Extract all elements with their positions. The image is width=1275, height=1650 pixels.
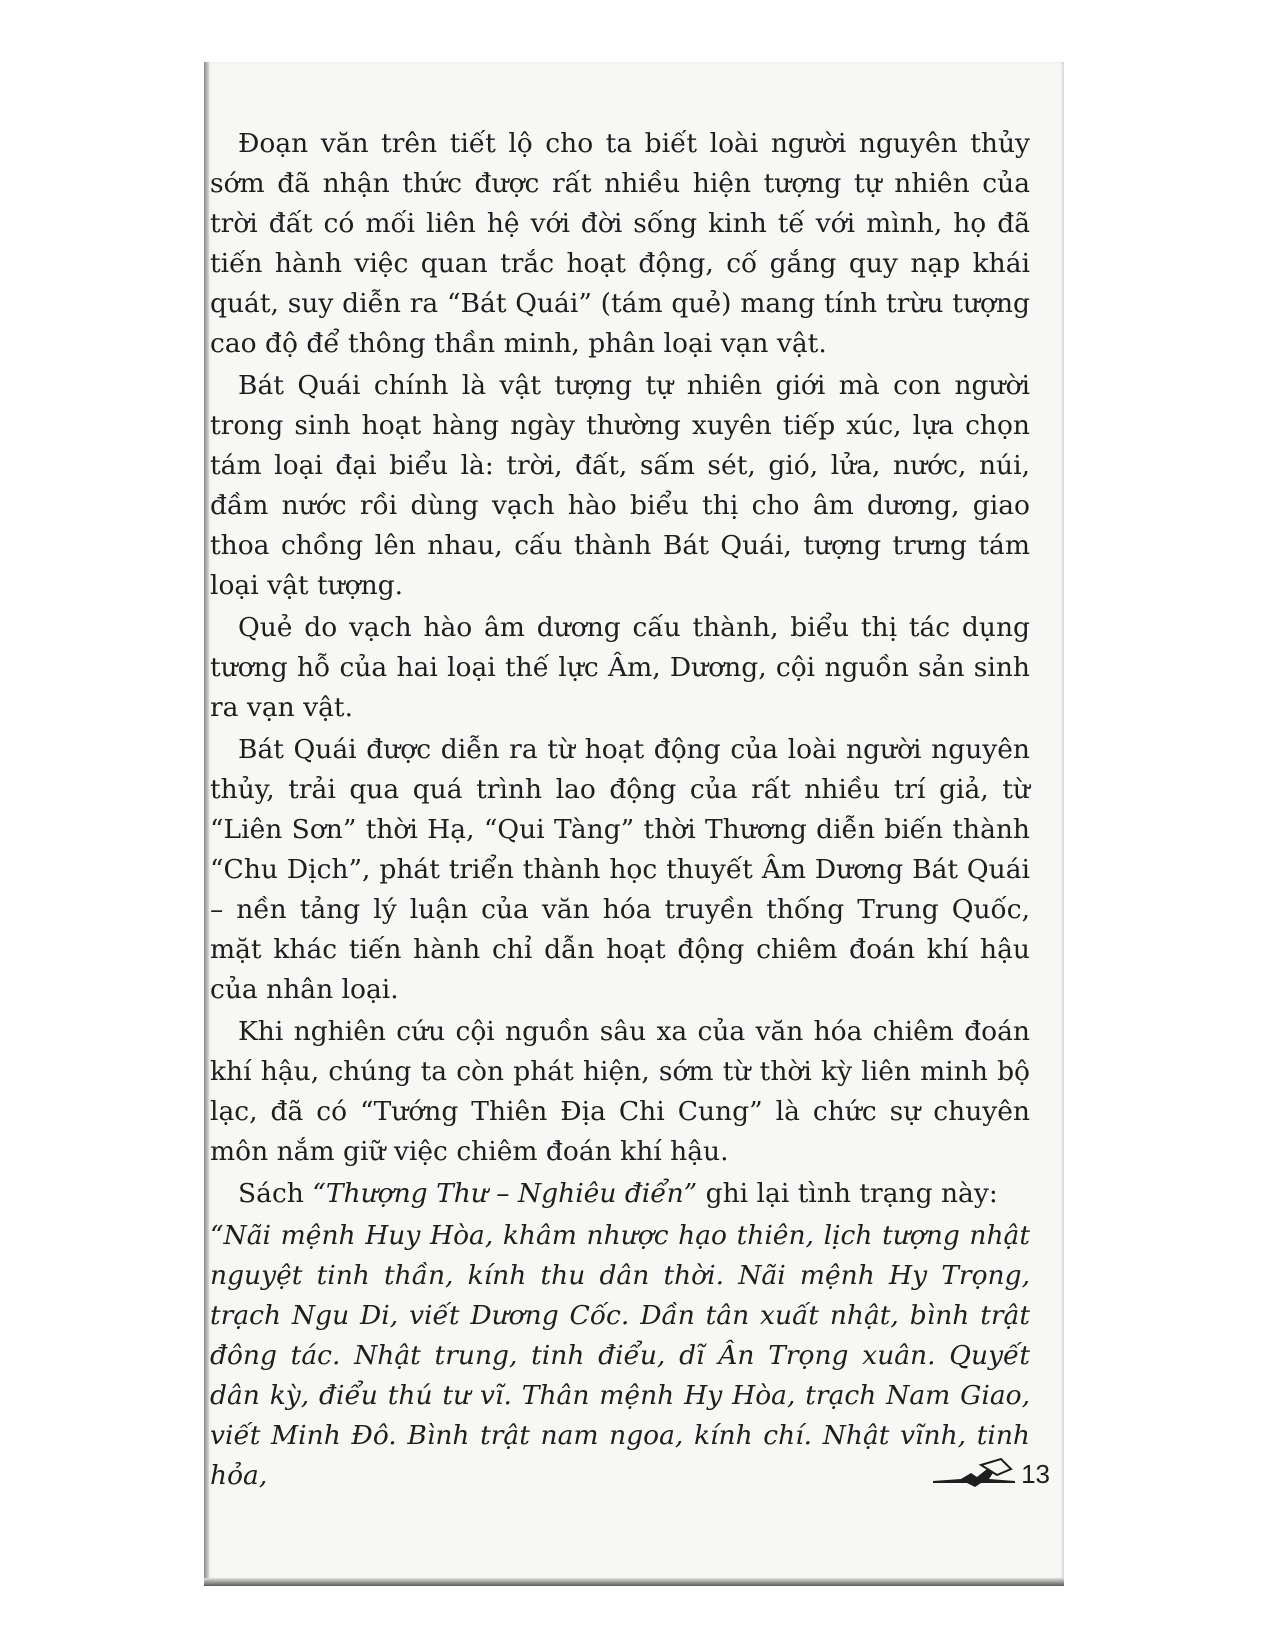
- paragraph-6-prefix: Sách: [238, 1178, 313, 1209]
- bird-ornament-icon: [931, 1455, 1017, 1494]
- paragraph-4: Bát Quái được diễn ra từ hoạt động của loài người nguyên thủy, trải qua quá trình lao động của rất nhiều trí giả, từ “Liên Sơn” thời Hạ, “Qui Tàng” thời Thương diễn biến thành “Chu Dịch”, phát triển thành học thuyết Âm Dương Bát Quái – nền tảng lý luận của văn hóa truyền thống Trung Quốc, mặt khác tiến hành chỉ dẫn hoạt động chiêm đoán khí hậu của nhân loại.: [210, 734, 1030, 1005]
- paragraph-3: Quẻ do vạch hào âm dương cấu thành, biểu thị tác dụng tương hỗ của hai loại thế lực Âm, Dương, cội nguồn sản sinh ra vạn vật.: [210, 612, 1030, 723]
- page-bottom-edge: [204, 1578, 1064, 1586]
- page-footer: [931, 1455, 1050, 1494]
- quote-text: “Nãi mệnh Huy Hòa, khâm nhược hạo thiên, lịch tượng nhật nguyệt tinh thần, kính thu dân thời. Nãi mệnh Hy Trọng, trạch Ngu Di, viết Dương Cốc. Dần tân xuất nhật, bình trật đông tác. Nhật trung, tinh điểu, dĩ Ân Trọng xuân. Quyết dân kỳ, điểu thú tư vĩ. Thân mệnh Hy Hòa, trạch Nam Giao, viết Minh Đô. Bình trật nam ngoa, kính chí. Nhật vĩnh, tinh hỏa,: [210, 1220, 1030, 1491]
- paragraph-2: Bát Quái chính là vật tượng tự nhiên giới mà con người trong sinh hoạt hàng ngày thường xuyên tiếp xúc, lựa chọn tám loại đại biểu là: trời, đất, sấm sét, gió, lửa, nước, núi, đầm nước rồi dùng vạch hào biểu thị cho âm dương, giao thoa chồng lên nhau, cấu thành Bát Quái, tượng trưng tám loại vật tượng.: [210, 370, 1030, 601]
- page-spine-shadow: [204, 62, 209, 1586]
- book-title: “Thượng Thư – Nghiêu điển”: [312, 1178, 698, 1209]
- paragraph-6-suffix: ghi lại tình trạng này:: [697, 1178, 998, 1209]
- paragraph-1: Đoạn văn trên tiết lộ cho ta biết loài người nguyên thủy sớm đã nhận thức được rất nhiều hiện tượng tự nhiên của trời đất có mối liên hệ với đời sống kinh tế với mình, họ đã tiến hành việc quan trắc hoạt động, cố gắng quy nạp khái quát, suy diễn ra “Bát Quái” (tám quẻ) mang tính trừu tượng cao độ để thông thần minh, phân loại vạn vật.: [210, 128, 1030, 359]
- paragraph-6: [210, 1174, 1030, 1214]
- book-page: [204, 62, 1064, 1586]
- page-number: 13: [1021, 1459, 1050, 1489]
- paragraph-5: Khi nghiên cứu cội nguồn sâu xa của văn hóa chiêm đoán khí hậu, chúng ta còn phát hiện, sớm từ thời kỳ liên minh bộ lạc, đã có “Tướng Thiên Địa Chi Cung” là chức sự chuyên môn nắm giữ việc chiêm đoán khí hậu.: [210, 1016, 1030, 1167]
- body-text: [210, 124, 1030, 1496]
